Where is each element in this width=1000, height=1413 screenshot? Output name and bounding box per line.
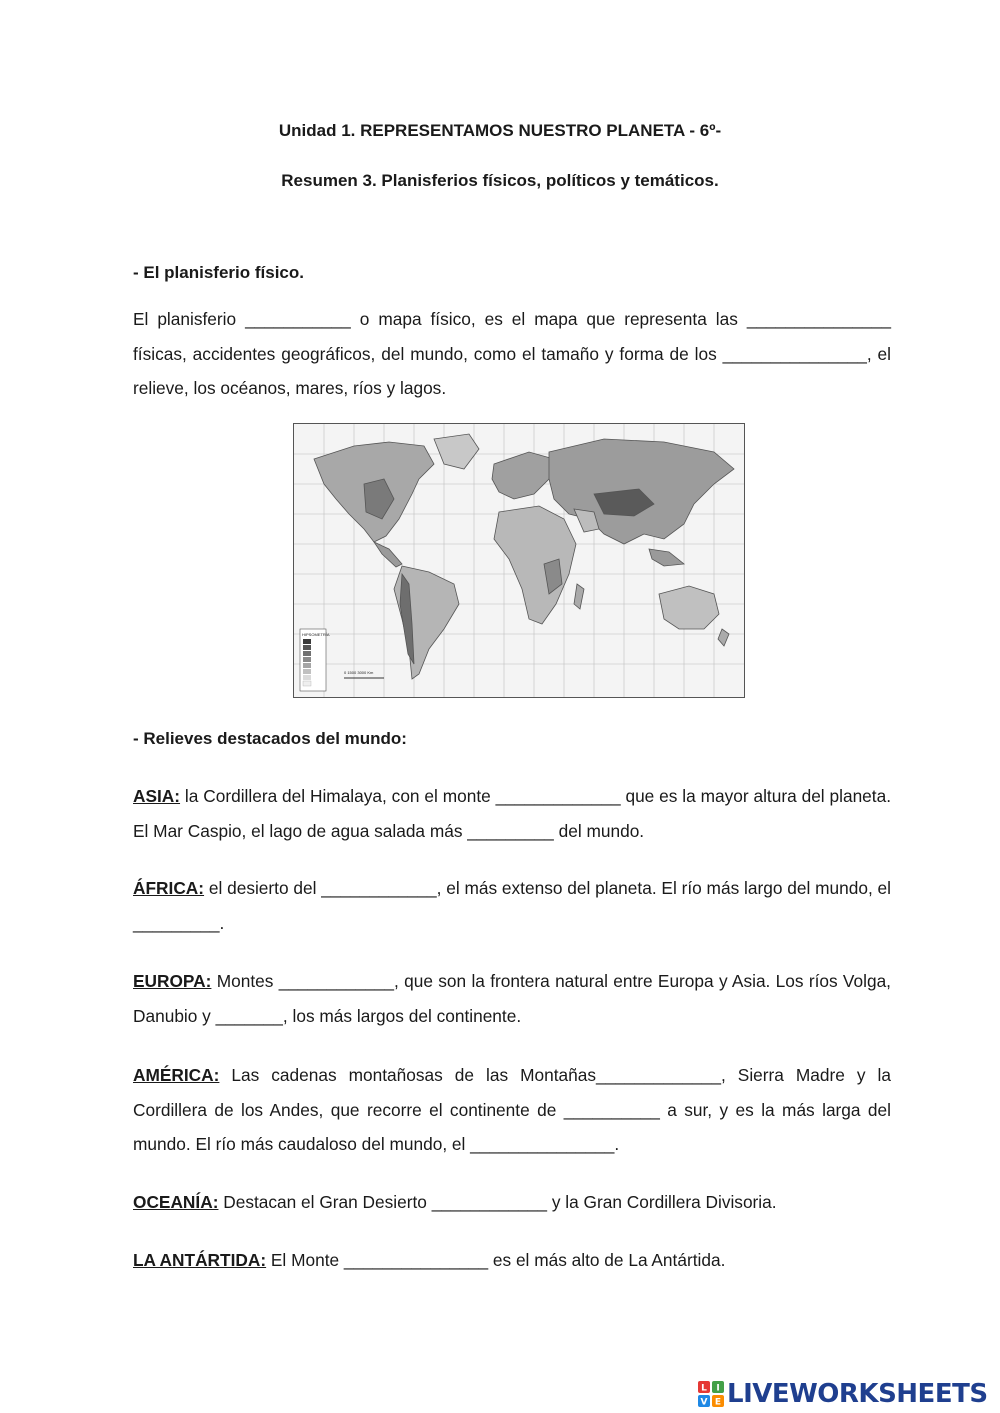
label-oceania: OCEANÍA: [133, 1192, 219, 1212]
paragraph-africa [133, 871, 891, 940]
label-asia: ASIA: [133, 786, 181, 806]
text-segment: Montes [211, 971, 279, 991]
section-heading-fisico: - El planisferio físico. [133, 263, 304, 282]
label-africa: ÁFRICA: [133, 878, 205, 898]
paragraph-america [133, 1058, 891, 1162]
blank-desierto-oceania[interactable]: ____________ [431, 1192, 548, 1212]
text-segment: . [614, 1134, 620, 1154]
text-segment: es el más alto de La Antártida. [488, 1250, 726, 1270]
paragraph-antartida [133, 1243, 891, 1278]
liveworksheets-logo [697, 1377, 988, 1411]
blank-montes-europa[interactable]: ____________ [278, 971, 395, 991]
text-segment: físicas, accidentes geográficos, del mundo, como el tamaño y forma de los [133, 343, 723, 364]
paragraph-planisferio-fisico [133, 302, 891, 406]
logo-letter: E [714, 1397, 722, 1408]
text-segment: El Monte [266, 1250, 344, 1270]
blank-desierto[interactable]: ____________ [321, 878, 437, 898]
page-title: Unidad 1. REPRESENTAMOS NUESTRO PLANETA - 6º- [278, 121, 722, 140]
label-europa: EUROPA: [133, 971, 212, 991]
text-segment: o mapa físico, es el mapa que representa las [350, 309, 747, 329]
label-antartida: LA ANTÁRTIDA: [133, 1250, 267, 1270]
logo-letter: L [701, 1383, 707, 1394]
blank-lago-grande[interactable]: _________ [467, 820, 554, 841]
blank-rio-america[interactable]: _______________ [470, 1134, 615, 1154]
blank-rio-europa[interactable]: _______ [215, 1005, 283, 1026]
blank-direccion[interactable]: __________ [563, 1099, 660, 1120]
text-segment: a sur, y es la más larga del mundo. El río más caudaloso del mundo, el [133, 1099, 891, 1154]
text-segment: , los más largos del continente. [282, 1005, 522, 1026]
world-map-image [294, 424, 744, 697]
map-scale-label: 0 1500 3000 Km [344, 670, 374, 675]
logo-letter: V [700, 1397, 708, 1408]
blank-continentes[interactable]: _______________ [722, 343, 867, 364]
blank-monte-everest[interactable]: _____________ [495, 786, 621, 806]
text-segment: que es la mayor altura del planeta. El Mar Caspio, el lago de agua salada más [133, 786, 892, 841]
section-heading-relieves: - Relieves destacados del mundo: [133, 729, 407, 748]
text-segment: Las cadenas montañosas de las Montañas [219, 1065, 597, 1085]
text-segment: , Sierra Madre y la Cordillera de los Andes, que recorre el continente de [133, 1065, 891, 1120]
text-segment: la Cordillera del Himalaya, con el monte [180, 786, 496, 806]
text-segment: , el más extenso del planeta. El río más largo del mundo, el [436, 878, 892, 898]
logo-text: LIVEWORKSHEETS [727, 1379, 988, 1409]
page-subtitle: Resumen 3. Planisferios físicos, políticos y temáticos. [281, 171, 719, 190]
paragraph-asia [133, 779, 891, 848]
map-legend [300, 629, 330, 691]
text-segment: El planisferio [133, 309, 246, 329]
world-physical-map [293, 423, 745, 698]
map-legend-title: HIPSOMETRÍA [302, 632, 330, 637]
text-segment: el desierto del [204, 878, 322, 898]
text-segment: y la Gran Cordillera Divisoria. [547, 1192, 777, 1212]
paragraph-europa [133, 964, 891, 1033]
paragraph-oceania [133, 1185, 891, 1220]
text-segment: , que son la frontera natural entre Europa y Asia. Los ríos Volga, Danubio y [133, 971, 891, 1026]
text-segment: , el relieve, los océanos, mares, ríos y lagos. [133, 343, 891, 398]
blank-planisferio[interactable]: ___________ [245, 309, 351, 329]
logo-letter: I [716, 1383, 720, 1394]
blank-caracteristicas[interactable]: _______________ [746, 309, 891, 329]
blank-montanas[interactable]: _____________ [596, 1065, 721, 1085]
blank-rio-africa[interactable]: _________ [133, 912, 220, 933]
text-segment: Destacan el Gran Desierto [218, 1192, 432, 1212]
text-segment: . [219, 912, 225, 933]
text-segment: del mundo. [553, 820, 645, 841]
label-america: AMÉRICA: [133, 1065, 220, 1085]
logo-mark-icon [697, 1380, 725, 1408]
blank-monte-antartida[interactable]: _______________ [343, 1250, 489, 1270]
